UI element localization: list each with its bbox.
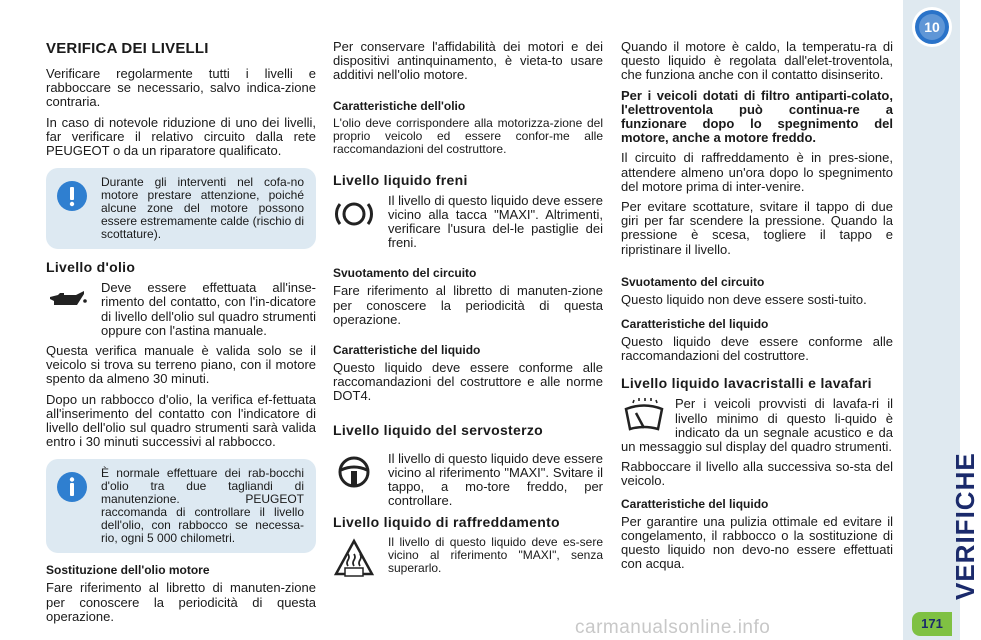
oil-char-heading: Caratteristiche dell'olio	[333, 98, 466, 113]
scald-text: Per evitare scottature, svitare il tappo di due giri per far scendere la pressione. Quando la pressione è scesa, togliere il tappo e ripristinare il livello.	[621, 199, 893, 257]
washer-refill-text: Rabboccare il livello alla successiva so-sta del veicolo.	[621, 459, 893, 489]
brake-warning-icon	[333, 196, 375, 232]
chapter-badge	[911, 6, 953, 48]
warning-note	[46, 168, 316, 249]
coolant-fan-text: Quando il motore è caldo, la temperatu-ra di questo liquido è regolata dall'elet-troventola, che funziona anche con il contatto disinserito.	[621, 39, 893, 83]
coolant-char-text: Questo liquido deve essere conforme alle raccomandazioni del costruttore.	[621, 334, 893, 364]
additives-text: Per conservare l'affidabilità dei motori e dei dispositivi antinquinamento, è vieta-to usare additivi nell'olio motore.	[333, 39, 603, 83]
steering-fluid-text: Il livello di questo liquido deve essere vicino al riferimento "MAXI". Svitare il tappo, a mo-tore freddo, per controllare.	[388, 450, 603, 509]
chapter-title: VERIFICHE	[950, 452, 980, 600]
info-note-text: È normale effettuare dei rab-bocchi d'olio tra due tagliandi di manutenzione. PEUGEOT raccomanda di controllare il livello dell'olio, con rabbocco se necessa-rio, ogni 5 000 chilometri.	[101, 466, 304, 546]
brake-drain-heading: Svuotamento del circuito	[333, 266, 477, 281]
coolant-heading: Livello liquido di raffreddamento	[333, 514, 560, 531]
oil-can-icon	[46, 283, 88, 319]
pressure-text: Il circuito di raffreddamento è in pres-sione, attendere almeno un'ora dopo lo spegnimento del motore prima di inter-venire.	[621, 150, 893, 194]
coolant-block	[333, 536, 603, 575]
oil-change-heading: Sostituzione dell'olio motore	[46, 563, 210, 578]
hot-coolant-warning-icon	[333, 538, 375, 580]
oil-level-heading: Livello d'olio	[46, 259, 136, 276]
washer-fluid-heading: Livello liquido lavacristalli e lavafari	[621, 375, 872, 392]
page-title: VERIFICA DEI LIVELLI	[46, 40, 209, 57]
coolant-drain-text: Questo liquido non deve essere sosti-tuito.	[621, 291, 867, 307]
oil-char-text: L'olio deve corrispondere alla motorizza-zione del proprio veicolo ed essere confor-me alle raccomandazioni del costruttore.	[333, 115, 603, 156]
oil-level-text-2: Questa verifica manuale è valida solo se il veicolo si trova su terreno piano, con il motore spento da almeno 30 minuti.	[46, 343, 316, 387]
washer-char-text: Per garantire una pulizia ottimale ed evitare il congelamento, il rabbocco o la sostituzione di questo liquido non devo-no essere effettuati con acqua.	[621, 513, 893, 572]
brake-drain-text: Fare riferimento al libretto di manuten-zione per conoscere la periodicità di questa operazione.	[333, 283, 603, 327]
steering-fluid-heading: Livello liquido del servosterzo	[333, 421, 544, 438]
oil-level-text-3: Dopo un rabbocco d'olio, la verifica ef-fettuata all'inserimento del contatto con l'indicatore di livello dell'olio sul quadro strumenti sarà valida entro i 30 minuti successivi al rabbocco.	[46, 391, 316, 450]
steering-wheel-icon	[333, 454, 375, 490]
washer-fluid-block	[621, 397, 893, 454]
info-icon	[56, 471, 88, 503]
washer-fluid-text: Per i veicoli provvisti di lavafa-ri il livello minimo di questo li-quido è indicato da un segnale acustico e da un messaggio sul display del quadro strumenti.	[621, 396, 893, 455]
page-number: 171	[912, 612, 952, 636]
particle-filter-note: Per i veicoli dotati di filtro antiparti-colato, l'elettroventola può continua-re a funzionare dopo lo spegnimento del motore, anche a motore freddo.	[621, 87, 893, 146]
watermark: carmanualsonline.info	[575, 617, 771, 638]
coolant-text: Il livello di questo liquido deve es-sere vicino al riferimento "MAXI", senza superarlo.	[388, 535, 603, 576]
brake-fluid-char-text: Questo liquido deve essere conforme alle raccomandazioni del costruttore e alle norme DOT4.	[333, 360, 603, 404]
washer-char-heading: Caratteristiche del liquido	[621, 496, 769, 511]
oil-level-text: Deve essere effettuata all'inse-rimento del contatto, con l'in-dicatore di livello dell'olio sul quadro strumenti oppure con l'astina manuale.	[101, 280, 316, 338]
intro-paragraph: Verificare regolarmente tutti i livelli e rabboccare se necessario, salvo indica-zione contraria.	[46, 66, 316, 110]
coolant-char-heading: Caratteristiche del liquido	[621, 317, 769, 332]
brake-fluid-heading: Livello liquido freni	[333, 171, 468, 188]
steering-fluid-block	[333, 452, 603, 509]
info-note	[46, 459, 316, 553]
oil-change-text: Fare riferimento al libretto di manuten-zione per conoscere la periodicità di questa operazione.	[46, 580, 316, 624]
column-3	[621, 40, 893, 577]
coolant-drain-heading: Svuotamento del circuito	[621, 274, 765, 289]
warning-note-text: Durante gli interventi nel cofa-no motore prestare attenzione, poiché alcune zone del motore possono essere estremamente calde (rischio di scottature).	[101, 175, 304, 242]
brake-fluid-block	[333, 194, 603, 251]
column-2	[333, 40, 603, 581]
column-1	[46, 40, 316, 630]
warning-icon	[56, 180, 88, 212]
intro-paragraph-2: In caso di notevole riduzione di uno dei livelli, far verificare il relativo circuito dalla rete PEUGEOT o da un riparatore qualificato.	[46, 114, 316, 159]
brake-fluid-char-heading: Caratteristiche del liquido	[333, 343, 481, 358]
oil-level-block	[46, 281, 316, 338]
chapter-number: 10	[924, 19, 940, 35]
washer-fluid-icon	[621, 397, 667, 435]
brake-fluid-text: Il livello di questo liquido deve essere vicino alla tacca "MAXI". Altrimenti, verificare l'usura del-le pastiglie dei freni.	[388, 192, 603, 251]
